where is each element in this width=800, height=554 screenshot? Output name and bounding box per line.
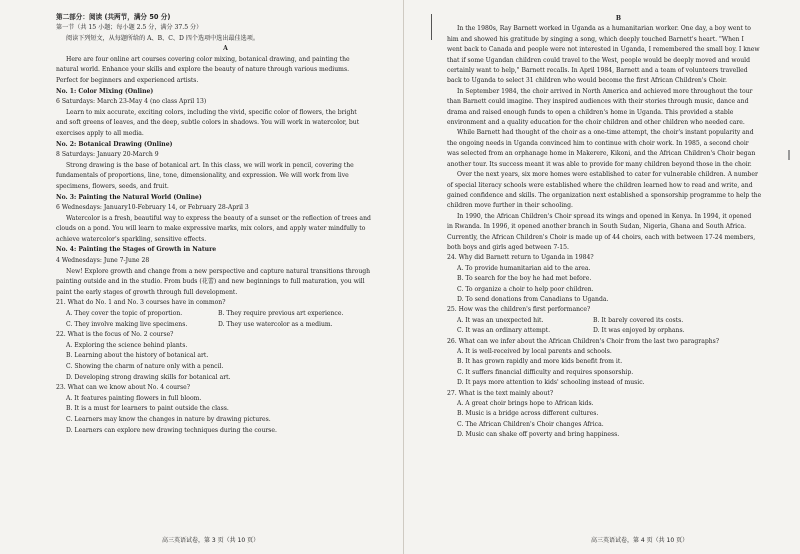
passage-line: another tour. Its success meant it was able to provide for many children beyond those in the choir. — [447, 160, 752, 168]
option-b: B. It is a must for learners to paint outside the class. — [66, 405, 229, 413]
passage-line: gained confidence and skills. The organization next established a sponsorship programme to help the — [447, 191, 762, 199]
option-a: A. Exploring the science behind plants. — [66, 341, 188, 349]
question-23-stem: 23. What can we know about No. 4 course? — [56, 384, 190, 392]
course-2-text: Strong drawing is the base of botanical art. In this class, we will work in pencil, covering the — [66, 161, 354, 169]
question-27-stem: 27. What is the text mainly about? — [447, 389, 554, 397]
option-b: B. They require previous art experience. — [218, 310, 344, 318]
passage-label-a: A — [223, 45, 228, 53]
option-c: C. It suffers financial difficulty and requires sponsorship. — [457, 368, 634, 376]
question-21-options-row — [56, 309, 395, 320]
instruction: 阅读下列短文，从每题所给的 A、B、C、D 四个选项中选出最佳选项。 — [66, 34, 259, 42]
question-26-stem: 26. What can we infer about the African Children's Choir from the last two paragraphs? — [447, 337, 720, 345]
option-b: B. Music is a bridge across different cultures. — [457, 410, 599, 418]
course-4-text: paint the early stages of growth through full development. — [56, 288, 238, 296]
passage-line: in Rwanda. In 1996, it opened another branch in South Sudan, Nigeria, Ghana and South Africa. — [447, 223, 747, 231]
question-25-options-row — [447, 326, 790, 336]
intro-line: natural world. Enhance your skills and explore the beauty of nature through various mediums. — [56, 66, 350, 74]
section-heading: 第二部分：阅读 (共两节，满分 50 分) — [56, 13, 171, 21]
passage-line: certainly want to help," Barnett recalls. In April 1984, Barnett and a team of volunteers travelled — [447, 67, 748, 75]
passage-line: that if some Ugandan children could travel to the West, people would be deeply moved and would — [447, 56, 751, 64]
question-21-options-row — [56, 320, 395, 331]
passage-line: drama and raised enough funds to open a children's home in Uganda. This provided a stable — [447, 108, 734, 116]
option-a: A. They cover the topic of proportion. — [66, 310, 183, 318]
option-c: C. They involve making live specimens. — [66, 320, 188, 328]
option-d: D. Music can shake off poverty and bring happiness. — [457, 431, 620, 439]
option-a: A. To provide humanitarian aid to the area. — [457, 264, 591, 272]
option-d: D. They use watercolor as a medium. — [218, 320, 333, 328]
question-22-stem: 22. What is the focus of No. 2 course? — [56, 331, 174, 339]
intro-line: Here are four online art courses covering color mixing, botanical drawing, and painting the — [66, 55, 350, 63]
option-b: B. It has grown rapidly and more kids benefit from it. — [457, 358, 623, 366]
course-1-title: No. 1: Color Mixing (Online) — [56, 87, 154, 95]
course-4-text: painting outside and in the studio. From buds (花蕾) and new beginnings to full maturation, you will — [56, 278, 365, 286]
page-footer: 高三英语试卷，第 4 页（共 10 页） — [591, 537, 689, 544]
course-2-schedule: 8 Saturdays: January 20-March 9 — [56, 151, 159, 159]
passage-line: than Barnett could imagine. They inspired audiences with their stories through music, dance and — [447, 98, 749, 106]
course-4-schedule: 4 Wednesdays: June 7-June 28 — [56, 257, 150, 265]
option-b: B. To search for the boy he had met before. — [457, 275, 592, 283]
course-1-text: exercises apply to all media. — [56, 129, 144, 137]
course-3-schedule: 6 Wednesdays: January10-February 14, or February 28-April 3 — [56, 204, 249, 212]
option-a: A. It was an unexpected hit. — [457, 316, 544, 324]
option-d: D. It was enjoyed by orphans. — [593, 327, 685, 335]
passage-line: children move further in their schooling. — [447, 202, 573, 210]
passage-line: the ongoing needs in Uganda convinced him to continue with choir work. In 1985, a second choir — [447, 139, 749, 147]
option-d: D. To send donations from Canadians to Uganda. — [457, 295, 609, 303]
course-3-text: Watercolor is a fresh, beautiful way to express the beauty of a sunset or the reflection of trees and — [66, 214, 371, 222]
option-d: D. It pays more attention to kids' schooling instead of music. — [457, 379, 645, 387]
option-b: B. It barely covered its costs. — [593, 316, 684, 324]
option-c: C. It was an ordinary attempt. — [457, 327, 551, 335]
course-2-text: fundamentals of proportions, line, tone, dimensionality, and expression. We will work from live — [56, 172, 349, 180]
course-3-title: No. 3: Painting the Natural World (Online) — [56, 193, 202, 201]
passage-line: of special literacy schools were established where the children learned how to read and write, and — [447, 181, 753, 189]
passage-line: environment and a quality education for the choir children and other children who needed care. — [447, 119, 745, 127]
course-2-text: specimens, flowers, seeds, and fruit. — [56, 182, 169, 190]
option-c: C. Learners may know the changes in nature by drawing pictures. — [66, 415, 271, 423]
course-1-schedule: 6 Saturdays: March 23-May 4 (no class April 13) — [56, 98, 207, 106]
passage-line: Over the next years, six more homes were established to cater for vulnerable children. A number — [457, 171, 758, 179]
passage-line: him and showed his gratitude by singing a song, which deeply touched Barnett's heart. "When I — [447, 35, 744, 43]
option-b: B. Learning about the history of botanical art. — [66, 352, 209, 360]
course-3-text: achieve watercolor's sparkling, sensitive effects. — [56, 235, 207, 243]
option-d: D. Learners can explore new drawing techniques during the course. — [66, 426, 277, 434]
subsection-heading: 第一节（共 15 小题；每小题 2.5 分，满分 37.5 分） — [56, 24, 203, 31]
option-a: A. A great choir brings hope to African kids. — [457, 400, 594, 408]
course-2-title: No. 2: Botanical Drawing (Online) — [56, 140, 173, 148]
page-footer: 高三英语试卷，第 3 页（共 10 页） — [162, 537, 260, 544]
passage-line: both boys and girls aged between 7-15. — [447, 243, 569, 251]
option-c: C. To organize a choir to help poor children. — [457, 285, 594, 293]
option-c: C. Showing the charm of nature only with a pencil. — [66, 363, 224, 370]
option-a: A. It features painting flowers in full bloom. — [66, 394, 202, 402]
passage-line: went back to Canada and people were not interested in Uganda, I remembered the small boy. I knew — [447, 46, 760, 54]
intro-line: Perfect for beginners and experienced artists. — [56, 76, 199, 84]
option-d: D. Developing strong drawing skills for botanical art. — [66, 373, 231, 381]
option-c: C. The African Children's Choir changes Africa. — [457, 420, 604, 428]
passage-line: In the 1980s, Ray Barnett worked in Uganda as a humanitarian worker. One day, a boy went to — [457, 25, 751, 33]
question-25-options-row — [447, 316, 790, 326]
question-21-stem: 21. What do No. 1 and No. 3 courses have in common? — [56, 299, 226, 307]
question-24-stem: 24. Why did Barnett return to Uganda in 1984? — [447, 254, 594, 262]
passage-line: back to Uganda to select 31 children who would become the first African Children's Choir. — [447, 77, 727, 85]
course-1-text: Learn to mix accurate, exciting colors, including the vivid, specific color of flowers, the bright — [66, 108, 357, 116]
course-4-title: No. 4: Painting the Stages of Growth in Nature — [56, 246, 217, 254]
right-page — [403, 0, 800, 554]
course-1-text: and soft greens of leaves, and the deep, subtle colors in shadows. You will work in watercolor, but — [56, 119, 360, 127]
passage-label-b: B — [615, 15, 622, 22]
passage-line: was selected from an orphanage home in Makerere, Kikoni, and the African Children's Choir began — [447, 150, 756, 158]
question-25-stem: 25. How was the children's first performance? — [447, 306, 591, 314]
option-a: A. It is well-received by local parents and schools. — [457, 348, 612, 355]
passage-line: While Barnett had thought of the choir as a one-time attempt, the choir's instant popularity and — [457, 129, 754, 137]
course-4-text: New! Explore growth and change from a new perspective and capture natural transitions through — [66, 267, 371, 275]
passage-line: In September 1984, the choir arrived in North America and achieved more throughout the tour — [457, 87, 753, 95]
passage-line: In 1990, the African Children's Choir spread its wings and opened in Kenya. In 1994, it opened — [457, 212, 752, 220]
passage-line: Currently, the African Children's Choir is made up of 44 choirs, each with between 17-24 members, — [447, 233, 756, 241]
course-3-text: clouds on a pond. You will learn to make expressive marks, mix colors, and apply water mindfully to — [56, 225, 366, 233]
